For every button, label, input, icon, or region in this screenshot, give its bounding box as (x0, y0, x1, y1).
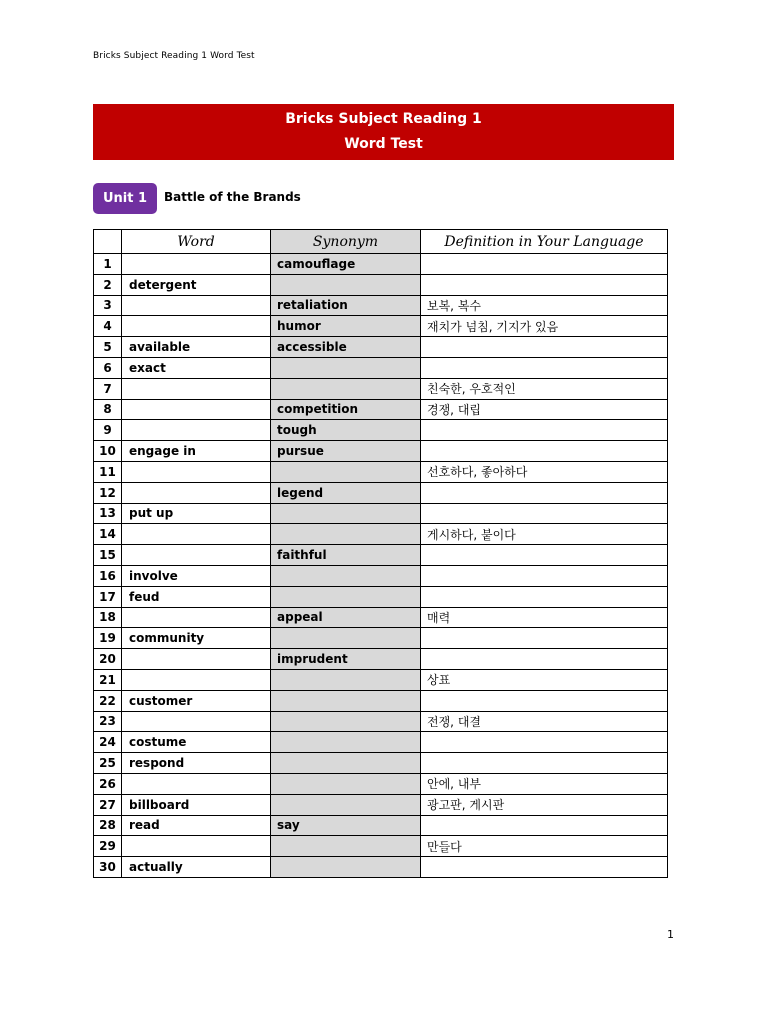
word-cell (122, 482, 271, 503)
definition-cell (421, 690, 668, 711)
word-cell: community (122, 628, 271, 649)
row-number: 25 (94, 753, 122, 774)
word-cell (122, 545, 271, 566)
table-row (94, 441, 668, 462)
definition-cell (421, 420, 668, 441)
header-definition: Definition in Your Language (421, 230, 668, 254)
word-cell (122, 607, 271, 628)
word-cell (122, 773, 271, 794)
definition-cell: 매력 (421, 607, 668, 628)
synonym-cell (271, 836, 421, 857)
word-cell: customer (122, 690, 271, 711)
definition-cell: 선호하다, 좋아하다 (421, 461, 668, 482)
definition-cell: 보복, 복수 (421, 295, 668, 316)
word-cell (122, 711, 271, 732)
synonym-cell (271, 524, 421, 545)
table-row (94, 357, 668, 378)
table-row (94, 815, 668, 836)
definition-cell (421, 482, 668, 503)
table-body (94, 254, 668, 878)
definition-cell (421, 565, 668, 586)
word-cell (122, 461, 271, 482)
row-number: 24 (94, 732, 122, 753)
table-row (94, 461, 668, 482)
table-row (94, 794, 668, 815)
word-cell: respond (122, 753, 271, 774)
word-cell (122, 420, 271, 441)
row-number: 1 (94, 254, 122, 275)
table-row (94, 669, 668, 690)
synonym-cell (271, 628, 421, 649)
row-number: 7 (94, 378, 122, 399)
word-cell: available (122, 337, 271, 358)
definition-cell (421, 753, 668, 774)
row-number: 8 (94, 399, 122, 420)
synonym-cell (271, 669, 421, 690)
row-number: 9 (94, 420, 122, 441)
word-cell: actually (122, 857, 271, 878)
table-row (94, 295, 668, 316)
synonym-cell (271, 274, 421, 295)
header-synonym: Synonym (271, 230, 421, 254)
definition-cell (421, 337, 668, 358)
table-row (94, 254, 668, 275)
synonym-cell: competition (271, 399, 421, 420)
table-row (94, 836, 668, 857)
word-cell (122, 669, 271, 690)
synonym-cell: pursue (271, 441, 421, 462)
row-number: 2 (94, 274, 122, 295)
row-number: 16 (94, 565, 122, 586)
synonym-cell (271, 711, 421, 732)
table-row (94, 420, 668, 441)
synonym-cell (271, 378, 421, 399)
table-row (94, 316, 668, 337)
definition-cell (421, 586, 668, 607)
synonym-cell: camouflage (271, 254, 421, 275)
table-row (94, 732, 668, 753)
word-cell: feud (122, 586, 271, 607)
definition-cell (421, 441, 668, 462)
definition-cell (421, 815, 668, 836)
table-row (94, 524, 668, 545)
definition-cell (421, 649, 668, 670)
row-number: 28 (94, 815, 122, 836)
page-header-note: Bricks Subject Reading 1 Word Test (93, 51, 255, 61)
page-number: 1 (667, 928, 674, 941)
row-number: 30 (94, 857, 122, 878)
row-number: 12 (94, 482, 122, 503)
synonym-cell (271, 732, 421, 753)
unit-title: Battle of the Brands (164, 190, 301, 204)
definition-cell (421, 254, 668, 275)
row-number: 11 (94, 461, 122, 482)
table-row (94, 690, 668, 711)
word-cell (122, 254, 271, 275)
synonym-cell (271, 503, 421, 524)
row-number: 3 (94, 295, 122, 316)
definition-cell: 광고판, 게시판 (421, 794, 668, 815)
synonym-cell (271, 753, 421, 774)
table-row (94, 565, 668, 586)
table-row (94, 482, 668, 503)
synonym-cell (271, 794, 421, 815)
row-number: 10 (94, 441, 122, 462)
row-number: 23 (94, 711, 122, 732)
definition-cell (421, 857, 668, 878)
table-row (94, 857, 668, 878)
header-num (94, 230, 122, 254)
word-cell: engage in (122, 441, 271, 462)
word-cell (122, 524, 271, 545)
banner-title: Bricks Subject Reading 1 (285, 111, 482, 127)
word-cell: read (122, 815, 271, 836)
word-cell (122, 316, 271, 337)
synonym-cell (271, 857, 421, 878)
definition-cell: 상표 (421, 669, 668, 690)
synonym-cell (271, 461, 421, 482)
table-row (94, 628, 668, 649)
table-row (94, 753, 668, 774)
synonym-cell: humor (271, 316, 421, 337)
synonym-cell: tough (271, 420, 421, 441)
synonym-cell: retaliation (271, 295, 421, 316)
table-row (94, 503, 668, 524)
table-row (94, 337, 668, 358)
row-number: 21 (94, 669, 122, 690)
definition-cell (421, 503, 668, 524)
word-cell: detergent (122, 274, 271, 295)
table-row (94, 711, 668, 732)
row-number: 29 (94, 836, 122, 857)
row-number: 5 (94, 337, 122, 358)
row-number: 19 (94, 628, 122, 649)
definition-cell: 게시하다, 붙이다 (421, 524, 668, 545)
definition-cell: 경쟁, 대립 (421, 399, 668, 420)
word-cell: costume (122, 732, 271, 753)
definition-cell: 재치가 넘침, 기지가 있음 (421, 316, 668, 337)
definition-cell (421, 628, 668, 649)
synonym-cell (271, 357, 421, 378)
row-number: 20 (94, 649, 122, 670)
word-cell (122, 836, 271, 857)
table-header-row (94, 230, 668, 254)
synonym-cell: legend (271, 482, 421, 503)
definition-cell: 만들다 (421, 836, 668, 857)
synonym-cell (271, 773, 421, 794)
definition-cell: 친숙한, 우호적인 (421, 378, 668, 399)
word-test-table (93, 229, 668, 878)
definition-cell: 전쟁, 대결 (421, 711, 668, 732)
row-number: 15 (94, 545, 122, 566)
synonym-cell: imprudent (271, 649, 421, 670)
word-cell (122, 649, 271, 670)
definition-cell (421, 545, 668, 566)
table-row (94, 545, 668, 566)
table-row (94, 399, 668, 420)
word-cell: involve (122, 565, 271, 586)
synonym-cell: appeal (271, 607, 421, 628)
word-cell (122, 378, 271, 399)
definition-cell (421, 357, 668, 378)
word-cell (122, 295, 271, 316)
header-word: Word (122, 230, 271, 254)
synonym-cell (271, 690, 421, 711)
table-row (94, 649, 668, 670)
synonym-cell (271, 586, 421, 607)
word-cell: put up (122, 503, 271, 524)
row-number: 13 (94, 503, 122, 524)
banner-subtitle: Word Test (344, 136, 423, 152)
definition-cell (421, 732, 668, 753)
word-cell (122, 399, 271, 420)
synonym-cell: say (271, 815, 421, 836)
row-number: 6 (94, 357, 122, 378)
word-cell: billboard (122, 794, 271, 815)
definition-cell: 안에, 내부 (421, 773, 668, 794)
synonym-cell: accessible (271, 337, 421, 358)
table-row (94, 773, 668, 794)
table-row (94, 586, 668, 607)
synonym-cell (271, 565, 421, 586)
table-row (94, 607, 668, 628)
unit-badge: Unit 1 (93, 183, 157, 214)
row-number: 18 (94, 607, 122, 628)
table-row (94, 274, 668, 295)
definition-cell (421, 274, 668, 295)
row-number: 22 (94, 690, 122, 711)
row-number: 4 (94, 316, 122, 337)
word-cell: exact (122, 357, 271, 378)
table-row (94, 378, 668, 399)
row-number: 27 (94, 794, 122, 815)
row-number: 17 (94, 586, 122, 607)
row-number: 26 (94, 773, 122, 794)
synonym-cell: faithful (271, 545, 421, 566)
row-number: 14 (94, 524, 122, 545)
title-banner (93, 104, 674, 160)
